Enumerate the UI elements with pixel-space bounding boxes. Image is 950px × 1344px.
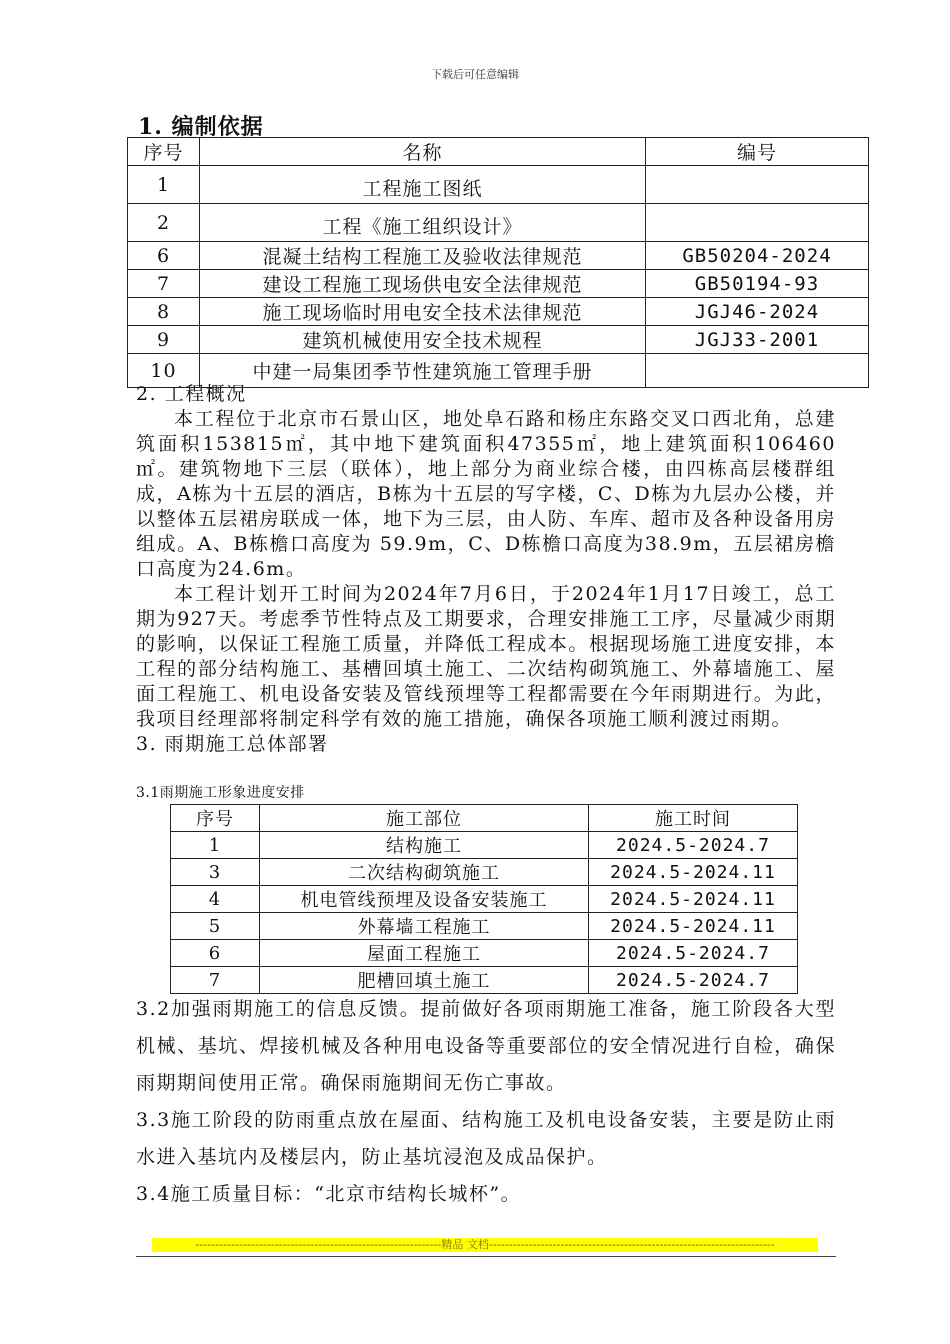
row-time: 2024.5-2024.7 <box>589 940 798 967</box>
row-no: 1 <box>128 166 200 204</box>
footer-divider <box>136 1256 836 1257</box>
column-header-no: 序号 <box>171 805 260 832</box>
paragraph-3-2: 3.2加强雨期施工的信息反馈。提前做好各项雨期施工准备，施工阶段各大型机械、基坑、焊接机械及各种用电设备等重要部位的安全情况进行自检，确保雨期期间使用正常。确保雨施期间无伤亡事故。 <box>136 998 836 1094</box>
row-no: 3 <box>171 859 260 886</box>
section-1-title: 1. 编制依据 <box>138 114 264 140</box>
footer-label: --------------------------------------------------------------精品 文档------------------------------------------------------------------------ <box>152 1238 818 1252</box>
row-no: 6 <box>128 242 200 270</box>
basis-table <box>127 137 869 388</box>
row-no: 9 <box>128 326 200 354</box>
column-header-code: 编号 <box>646 138 869 166</box>
row-time: 2024.5-2024.11 <box>589 913 798 940</box>
table-row <box>128 298 869 326</box>
row-no: 8 <box>128 298 200 326</box>
row-part: 二次结构砌筑施工 <box>260 859 589 886</box>
column-header-no: 序号 <box>128 138 200 166</box>
overview-paragraph-1: 本工程位于北京市石景山区，地处阜石路和杨庄东路交叉口西北角，总建筑面积153815㎡，其中地下建筑面积47355㎡，地上建筑面积106460㎡。建筑物地下三层（联体），地上部分为商业综合楼，由四栋高层楼群组成，A栋为十五层的酒店，B栋为十五层的写字楼，C、D栋为九层办公楼，并以整体五层裙房联成一体，地下为三层，由人防、车库、超市及各种设备用房组成。A、B栋檐口高度为 59.9m，C、D栋檐口高度为38.9m，五层裙房檐口高度为24.6m。 <box>136 408 836 580</box>
row-name: 建设工程施工现场供电安全法律规范 <box>200 270 646 298</box>
row-part: 结构施工 <box>260 832 589 859</box>
section-2 <box>136 382 836 757</box>
row-name: 施工现场临时用电安全技术法律规范 <box>200 298 646 326</box>
row-code <box>646 166 869 204</box>
row-part: 肥槽回填土施工 <box>260 967 589 994</box>
table-row <box>171 859 798 886</box>
schedule-table <box>170 804 798 994</box>
column-header-time: 施工时间 <box>589 805 798 832</box>
row-code: JGJ46-2024 <box>646 298 869 326</box>
table-header-row <box>171 805 798 832</box>
row-name: 工程施工图纸 <box>200 166 646 204</box>
table-row <box>171 913 798 940</box>
row-time: 2024.5-2024.7 <box>589 967 798 994</box>
table-row <box>128 242 869 270</box>
row-no: 2 <box>128 204 200 242</box>
row-time: 2024.5-2024.7 <box>589 832 798 859</box>
table-header-row <box>128 138 869 166</box>
row-part: 外幕墙工程施工 <box>260 913 589 940</box>
row-name: 工程《施工组织设计》 <box>200 204 646 242</box>
row-no: 10 <box>128 354 200 388</box>
table-row <box>128 270 869 298</box>
row-code: GB50194-93 <box>646 270 869 298</box>
row-no: 6 <box>171 940 260 967</box>
row-code <box>646 204 869 242</box>
section-2-title: 2. 工程概况 <box>136 383 247 405</box>
section-3-details <box>136 991 836 1213</box>
row-name: 混凝土结构工程施工及验收法律规范 <box>200 242 646 270</box>
column-header-name: 名称 <box>200 138 646 166</box>
paragraph-3-3: 3.3施工阶段的防雨重点放在屋面、结构施工及机电设备安装，主要是防止雨水进入基坑内及楼层内，防止基坑浸泡及成品保护。 <box>136 1109 836 1168</box>
row-name: 中建一局集团季节性建筑施工管理手册 <box>200 354 646 388</box>
row-code: GB50204-2024 <box>646 242 869 270</box>
row-part: 机电管线预埋及设备安装施工 <box>260 886 589 913</box>
paragraph-3-4: 3.4施工质量目标：“北京市结构长城杯”。 <box>136 1183 522 1205</box>
row-no: 5 <box>171 913 260 940</box>
row-time: 2024.5-2024.11 <box>589 886 798 913</box>
row-name: 建筑机械使用安全技术规程 <box>200 326 646 354</box>
subsection-3-1-title: 3.1雨期施工形象进度安排 <box>136 785 305 801</box>
table-row <box>171 940 798 967</box>
page-header-note: 下载后可任意编辑 <box>431 68 519 81</box>
column-header-part: 施工部位 <box>260 805 589 832</box>
overview-paragraph-2: 本工程计划开工时间为2024年7月6日，于2024年1月17日竣工，总工期为927天。考虑季节性特点及工期要求，合理安排施工工序，尽量减少雨期的影响，以保证工程施工质量，并降低工程成本。根据现场施工进度安排，本工程的部分结构施工、基槽回填土施工、二次结构砌筑施工、外幕墙施工、屋面工程施工、机电设备安装及管线预埋等工程都需要在今年雨期进行。为此，我项目经理部将制定科学有效的施工措施，确保各项施工顺利渡过雨期。 <box>136 583 836 730</box>
table-row <box>128 166 869 204</box>
table-row <box>171 832 798 859</box>
section-3-title: 3. 雨期施工总体部署 <box>136 733 329 755</box>
table-row <box>128 326 869 354</box>
row-no: 7 <box>171 967 260 994</box>
row-no: 1 <box>171 832 260 859</box>
row-no: 7 <box>128 270 200 298</box>
row-no: 4 <box>171 886 260 913</box>
row-code: JGJ33-2001 <box>646 326 869 354</box>
row-time: 2024.5-2024.11 <box>589 859 798 886</box>
table-row <box>171 886 798 913</box>
table-row <box>171 967 798 994</box>
table-row <box>128 204 869 242</box>
row-part: 屋面工程施工 <box>260 940 589 967</box>
